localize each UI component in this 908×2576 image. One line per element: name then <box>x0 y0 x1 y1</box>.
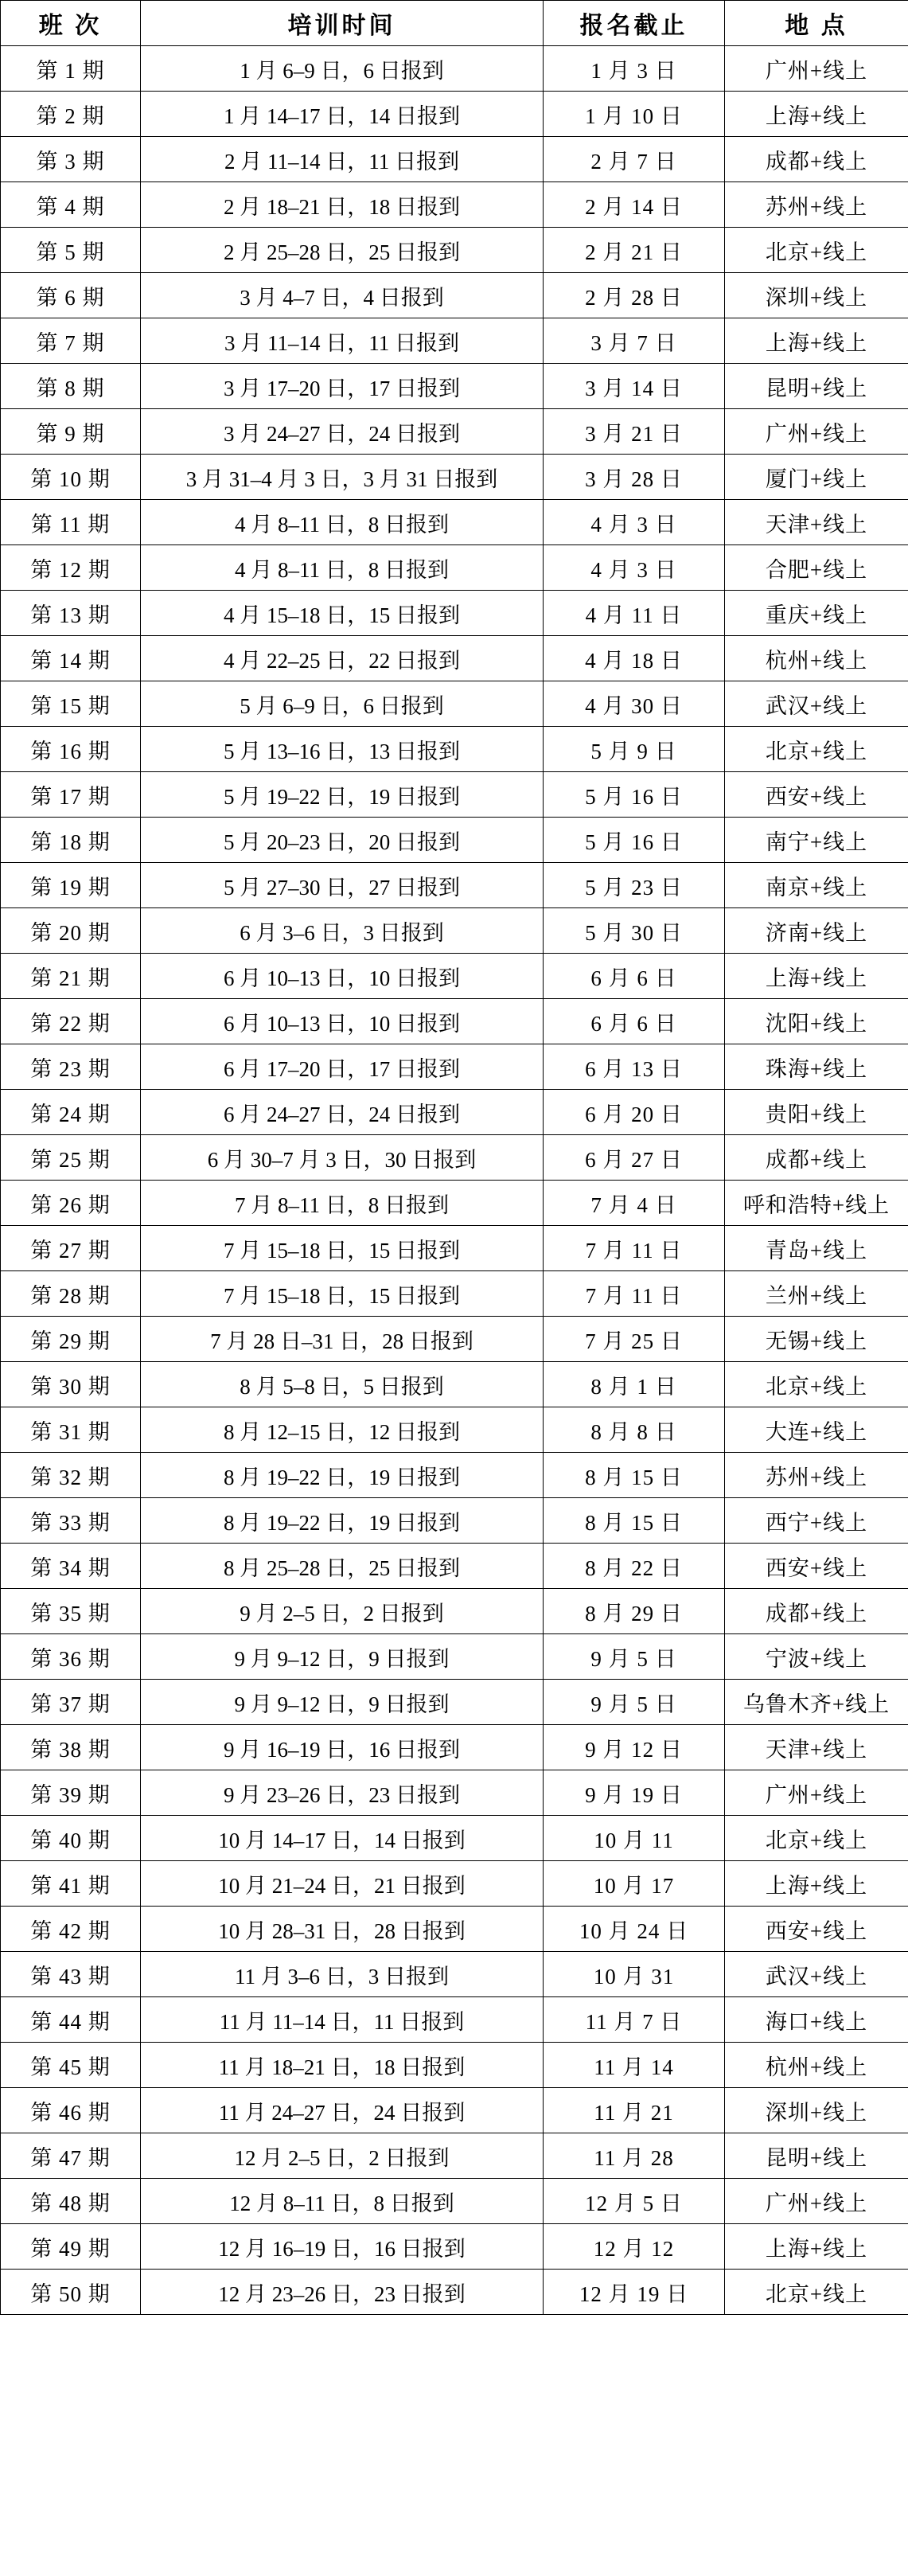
cell-deadline: 3 月 28 日 <box>544 455 725 500</box>
cell-period: 5 月 27–30 日，27 日报到 <box>141 863 544 908</box>
cell-deadline: 2 月 14 日 <box>544 182 725 228</box>
cell-place: 武汉+线上 <box>725 1952 908 1997</box>
column-header-deadline: 报名截止 <box>544 1 725 46</box>
cell-deadline: 9 月 5 日 <box>544 1680 725 1725</box>
cell-term: 第 29 期 <box>1 1317 141 1362</box>
cell-place: 成都+线上 <box>725 1589 908 1634</box>
cell-term: 第 18 期 <box>1 818 141 863</box>
cell-place: 西安+线上 <box>725 1907 908 1952</box>
cell-term: 第 3 期 <box>1 137 141 182</box>
cell-period: 6 月 10–13 日，10 日报到 <box>141 999 544 1044</box>
cell-period: 5 月 19–22 日，19 日报到 <box>141 772 544 818</box>
cell-place: 重庆+线上 <box>725 591 908 636</box>
cell-deadline: 8 月 22 日 <box>544 1544 725 1589</box>
cell-period: 7 月 28 日–31 日，28 日报到 <box>141 1317 544 1362</box>
cell-deadline: 4 月 11 日 <box>544 591 725 636</box>
cell-deadline: 5 月 9 日 <box>544 727 725 772</box>
table-row <box>1 1498 908 1544</box>
cell-term: 第 1 期 <box>1 46 141 92</box>
table-row <box>1 1907 908 1952</box>
cell-term: 第 25 期 <box>1 1135 141 1181</box>
cell-period: 6 月 30–7 月 3 日，30 日报到 <box>141 1135 544 1181</box>
cell-period: 8 月 19–22 日，19 日报到 <box>141 1453 544 1498</box>
cell-term: 第 38 期 <box>1 1725 141 1770</box>
table-row <box>1 228 908 273</box>
cell-period: 7 月 15–18 日，15 日报到 <box>141 1226 544 1271</box>
cell-period: 7 月 15–18 日，15 日报到 <box>141 1271 544 1317</box>
cell-deadline: 8 月 1 日 <box>544 1362 725 1407</box>
cell-period: 11 月 24–27 日，24 日报到 <box>141 2088 544 2133</box>
cell-period: 3 月 11–14 日，11 日报到 <box>141 318 544 364</box>
table-row <box>1 1453 908 1498</box>
cell-period: 2 月 25–28 日，25 日报到 <box>141 228 544 273</box>
cell-period: 6 月 24–27 日，24 日报到 <box>141 1090 544 1135</box>
cell-period: 8 月 25–28 日，25 日报到 <box>141 1544 544 1589</box>
table-row <box>1 954 908 999</box>
cell-place: 沈阳+线上 <box>725 999 908 1044</box>
cell-period: 5 月 20–23 日，20 日报到 <box>141 818 544 863</box>
cell-deadline: 6 月 20 日 <box>544 1090 725 1135</box>
cell-term: 第 32 期 <box>1 1453 141 1498</box>
cell-term: 第 23 期 <box>1 1044 141 1090</box>
table-row <box>1 1362 908 1407</box>
cell-term: 第 49 期 <box>1 2224 141 2270</box>
cell-period: 7 月 8–11 日，8 日报到 <box>141 1181 544 1226</box>
cell-place: 合肥+线上 <box>725 545 908 591</box>
cell-deadline: 6 月 13 日 <box>544 1044 725 1090</box>
cell-place: 上海+线上 <box>725 318 908 364</box>
table-row <box>1 137 908 182</box>
cell-deadline: 10 月 17 <box>544 1861 725 1907</box>
table-row <box>1 636 908 681</box>
table-row <box>1 182 908 228</box>
table-row <box>1 1952 908 1997</box>
cell-period: 12 月 16–19 日，16 日报到 <box>141 2224 544 2270</box>
cell-deadline: 11 月 21 <box>544 2088 725 2133</box>
cell-deadline: 9 月 12 日 <box>544 1725 725 1770</box>
cell-period: 6 月 17–20 日，17 日报到 <box>141 1044 544 1090</box>
cell-period: 10 月 21–24 日，21 日报到 <box>141 1861 544 1907</box>
cell-deadline: 5 月 30 日 <box>544 908 725 954</box>
cell-term: 第 35 期 <box>1 1589 141 1634</box>
table-row <box>1 1544 908 1589</box>
table-row <box>1 1589 908 1634</box>
cell-place: 成都+线上 <box>725 1135 908 1181</box>
cell-period: 12 月 8–11 日，8 日报到 <box>141 2179 544 2224</box>
cell-term: 第 2 期 <box>1 92 141 137</box>
cell-term: 第 34 期 <box>1 1544 141 1589</box>
table-row <box>1 681 908 727</box>
cell-deadline: 7 月 11 日 <box>544 1271 725 1317</box>
cell-period: 3 月 4–7 日，4 日报到 <box>141 273 544 318</box>
cell-term: 第 26 期 <box>1 1181 141 1226</box>
cell-period: 4 月 22–25 日，22 日报到 <box>141 636 544 681</box>
cell-deadline: 1 月 3 日 <box>544 46 725 92</box>
table-row <box>1 1044 908 1090</box>
cell-place: 成都+线上 <box>725 137 908 182</box>
cell-place: 广州+线上 <box>725 46 908 92</box>
cell-place: 南宁+线上 <box>725 818 908 863</box>
cell-place: 西安+线上 <box>725 1544 908 1589</box>
cell-deadline: 1 月 10 日 <box>544 92 725 137</box>
cell-place: 深圳+线上 <box>725 273 908 318</box>
table-row <box>1 818 908 863</box>
cell-term: 第 27 期 <box>1 1226 141 1271</box>
cell-place: 无锡+线上 <box>725 1317 908 1362</box>
cell-term: 第 37 期 <box>1 1680 141 1725</box>
table-row <box>1 500 908 545</box>
cell-period: 2 月 18–21 日，18 日报到 <box>141 182 544 228</box>
cell-term: 第 16 期 <box>1 727 141 772</box>
cell-place: 苏州+线上 <box>725 182 908 228</box>
cell-deadline: 8 月 15 日 <box>544 1453 725 1498</box>
cell-place: 上海+线上 <box>725 954 908 999</box>
cell-period: 3 月 17–20 日，17 日报到 <box>141 364 544 409</box>
cell-term: 第 20 期 <box>1 908 141 954</box>
table-row <box>1 455 908 500</box>
table-row <box>1 1135 908 1181</box>
cell-period: 10 月 28–31 日，28 日报到 <box>141 1907 544 1952</box>
table-row <box>1 545 908 591</box>
cell-term: 第 8 期 <box>1 364 141 409</box>
cell-period: 6 月 10–13 日，10 日报到 <box>141 954 544 999</box>
cell-term: 第 22 期 <box>1 999 141 1044</box>
cell-term: 第 47 期 <box>1 2133 141 2179</box>
cell-term: 第 19 期 <box>1 863 141 908</box>
table-row <box>1 2043 908 2088</box>
cell-place: 西宁+线上 <box>725 1498 908 1544</box>
table-row <box>1 2224 908 2270</box>
cell-place: 广州+线上 <box>725 2179 908 2224</box>
cell-term: 第 13 期 <box>1 591 141 636</box>
column-header-place: 地 点 <box>725 1 908 46</box>
cell-period: 4 月 15–18 日，15 日报到 <box>141 591 544 636</box>
cell-deadline: 12 月 5 日 <box>544 2179 725 2224</box>
table-row <box>1 1997 908 2043</box>
cell-deadline: 3 月 21 日 <box>544 409 725 455</box>
cell-period: 2 月 11–14 日，11 日报到 <box>141 137 544 182</box>
cell-term: 第 6 期 <box>1 273 141 318</box>
cell-period: 5 月 6–9 日，6 日报到 <box>141 681 544 727</box>
cell-place: 广州+线上 <box>725 1770 908 1816</box>
table-row <box>1 727 908 772</box>
cell-period: 4 月 8–11 日，8 日报到 <box>141 545 544 591</box>
cell-period: 8 月 5–8 日，5 日报到 <box>141 1362 544 1407</box>
cell-deadline: 10 月 31 <box>544 1952 725 1997</box>
table-row <box>1 1226 908 1271</box>
cell-term: 第 43 期 <box>1 1952 141 1997</box>
cell-term: 第 50 期 <box>1 2270 141 2315</box>
cell-period: 9 月 9–12 日，9 日报到 <box>141 1634 544 1680</box>
cell-term: 第 21 期 <box>1 954 141 999</box>
cell-place: 杭州+线上 <box>725 2043 908 2088</box>
cell-place: 珠海+线上 <box>725 1044 908 1090</box>
cell-place: 北京+线上 <box>725 727 908 772</box>
cell-deadline: 4 月 3 日 <box>544 500 725 545</box>
cell-deadline: 6 月 6 日 <box>544 954 725 999</box>
table-row <box>1 2179 908 2224</box>
cell-place: 上海+线上 <box>725 92 908 137</box>
cell-term: 第 14 期 <box>1 636 141 681</box>
cell-deadline: 5 月 23 日 <box>544 863 725 908</box>
table-row <box>1 318 908 364</box>
cell-place: 南京+线上 <box>725 863 908 908</box>
cell-place: 杭州+线上 <box>725 636 908 681</box>
cell-period: 1 月 14–17 日，14 日报到 <box>141 92 544 137</box>
table-row <box>1 1816 908 1861</box>
cell-place: 宁波+线上 <box>725 1634 908 1680</box>
cell-place: 天津+线上 <box>725 1725 908 1770</box>
cell-term: 第 7 期 <box>1 318 141 364</box>
table-header-row <box>1 1 908 46</box>
table-row <box>1 772 908 818</box>
cell-term: 第 48 期 <box>1 2179 141 2224</box>
cell-place: 昆明+线上 <box>725 2133 908 2179</box>
table-row <box>1 46 908 92</box>
cell-term: 第 45 期 <box>1 2043 141 2088</box>
cell-term: 第 44 期 <box>1 1997 141 2043</box>
table-row <box>1 591 908 636</box>
cell-deadline: 5 月 16 日 <box>544 772 725 818</box>
cell-term: 第 5 期 <box>1 228 141 273</box>
cell-term: 第 30 期 <box>1 1362 141 1407</box>
cell-deadline: 9 月 19 日 <box>544 1770 725 1816</box>
cell-term: 第 33 期 <box>1 1498 141 1544</box>
cell-place: 大连+线上 <box>725 1407 908 1453</box>
cell-deadline: 4 月 18 日 <box>544 636 725 681</box>
cell-term: 第 10 期 <box>1 455 141 500</box>
table-row <box>1 1407 908 1453</box>
table-row <box>1 1770 908 1816</box>
cell-place: 兰州+线上 <box>725 1271 908 1317</box>
cell-place: 青岛+线上 <box>725 1226 908 1271</box>
cell-deadline: 10 月 11 <box>544 1816 725 1861</box>
cell-deadline: 4 月 3 日 <box>544 545 725 591</box>
cell-deadline: 4 月 30 日 <box>544 681 725 727</box>
cell-deadline: 3 月 14 日 <box>544 364 725 409</box>
cell-term: 第 46 期 <box>1 2088 141 2133</box>
table-row <box>1 409 908 455</box>
table-row <box>1 908 908 954</box>
cell-term: 第 40 期 <box>1 1816 141 1861</box>
table-row <box>1 1181 908 1226</box>
cell-period: 8 月 12–15 日，12 日报到 <box>141 1407 544 1453</box>
cell-period: 11 月 11–14 日，11 日报到 <box>141 1997 544 2043</box>
cell-deadline: 8 月 15 日 <box>544 1498 725 1544</box>
cell-deadline: 9 月 5 日 <box>544 1634 725 1680</box>
cell-place: 广州+线上 <box>725 409 908 455</box>
cell-term: 第 4 期 <box>1 182 141 228</box>
cell-period: 4 月 8–11 日，8 日报到 <box>141 500 544 545</box>
cell-term: 第 39 期 <box>1 1770 141 1816</box>
cell-term: 第 17 期 <box>1 772 141 818</box>
table-row <box>1 1271 908 1317</box>
cell-place: 乌鲁木齐+线上 <box>725 1680 908 1725</box>
cell-place: 海口+线上 <box>725 1997 908 2043</box>
cell-period: 8 月 19–22 日，19 日报到 <box>141 1498 544 1544</box>
cell-deadline: 6 月 6 日 <box>544 999 725 1044</box>
cell-period: 11 月 3–6 日，3 日报到 <box>141 1952 544 1997</box>
cell-place: 厦门+线上 <box>725 455 908 500</box>
cell-period: 9 月 2–5 日，2 日报到 <box>141 1589 544 1634</box>
cell-place: 北京+线上 <box>725 1816 908 1861</box>
column-header-term: 班 次 <box>1 1 141 46</box>
cell-deadline: 11 月 28 <box>544 2133 725 2179</box>
table-row <box>1 1680 908 1725</box>
cell-deadline: 5 月 16 日 <box>544 818 725 863</box>
cell-place: 济南+线上 <box>725 908 908 954</box>
cell-term: 第 12 期 <box>1 545 141 591</box>
cell-deadline: 11 月 14 <box>544 2043 725 2088</box>
table-row <box>1 2270 908 2315</box>
cell-period: 12 月 23–26 日，23 日报到 <box>141 2270 544 2315</box>
table-row <box>1 92 908 137</box>
table-row <box>1 2088 908 2133</box>
cell-place: 贵阳+线上 <box>725 1090 908 1135</box>
cell-term: 第 15 期 <box>1 681 141 727</box>
cell-place: 上海+线上 <box>725 1861 908 1907</box>
cell-deadline: 12 月 12 <box>544 2224 725 2270</box>
cell-deadline: 8 月 29 日 <box>544 1589 725 1634</box>
cell-place: 北京+线上 <box>725 228 908 273</box>
cell-period: 12 月 2–5 日，2 日报到 <box>141 2133 544 2179</box>
table-row <box>1 863 908 908</box>
cell-place: 天津+线上 <box>725 500 908 545</box>
cell-term: 第 11 期 <box>1 500 141 545</box>
cell-period: 10 月 14–17 日，14 日报到 <box>141 1816 544 1861</box>
cell-period: 1 月 6–9 日，6 日报到 <box>141 46 544 92</box>
table-row <box>1 273 908 318</box>
cell-deadline: 8 月 8 日 <box>544 1407 725 1453</box>
cell-place: 北京+线上 <box>725 2270 908 2315</box>
cell-place: 西安+线上 <box>725 772 908 818</box>
cell-deadline: 2 月 21 日 <box>544 228 725 273</box>
cell-place: 深圳+线上 <box>725 2088 908 2133</box>
cell-deadline: 7 月 11 日 <box>544 1226 725 1271</box>
cell-period: 11 月 18–21 日，18 日报到 <box>141 2043 544 2088</box>
cell-place: 武汉+线上 <box>725 681 908 727</box>
table-row <box>1 364 908 409</box>
cell-period: 3 月 24–27 日，24 日报到 <box>141 409 544 455</box>
cell-deadline: 2 月 7 日 <box>544 137 725 182</box>
table-row <box>1 2133 908 2179</box>
cell-period: 9 月 16–19 日，16 日报到 <box>141 1725 544 1770</box>
cell-period: 5 月 13–16 日，13 日报到 <box>141 727 544 772</box>
cell-term: 第 42 期 <box>1 1907 141 1952</box>
cell-term: 第 36 期 <box>1 1634 141 1680</box>
cell-period: 9 月 9–12 日，9 日报到 <box>141 1680 544 1725</box>
cell-deadline: 3 月 7 日 <box>544 318 725 364</box>
cell-place: 北京+线上 <box>725 1362 908 1407</box>
cell-period: 6 月 3–6 日，3 日报到 <box>141 908 544 954</box>
cell-deadline: 7 月 4 日 <box>544 1181 725 1226</box>
cell-place: 呼和浩特+线上 <box>725 1181 908 1226</box>
cell-period: 3 月 31–4 月 3 日，3 月 31 日报到 <box>141 455 544 500</box>
column-header-period: 培训时间 <box>141 1 544 46</box>
cell-deadline: 11 月 7 日 <box>544 1997 725 2043</box>
cell-deadline: 12 月 19 日 <box>544 2270 725 2315</box>
cell-term: 第 28 期 <box>1 1271 141 1317</box>
cell-term: 第 31 期 <box>1 1407 141 1453</box>
table-row <box>1 1861 908 1907</box>
table-row <box>1 1725 908 1770</box>
table-row <box>1 1090 908 1135</box>
cell-deadline: 2 月 28 日 <box>544 273 725 318</box>
cell-term: 第 24 期 <box>1 1090 141 1135</box>
table-row <box>1 1634 908 1680</box>
cell-place: 苏州+线上 <box>725 1453 908 1498</box>
cell-deadline: 7 月 25 日 <box>544 1317 725 1362</box>
cell-place: 上海+线上 <box>725 2224 908 2270</box>
cell-deadline: 6 月 27 日 <box>544 1135 725 1181</box>
cell-place: 昆明+线上 <box>725 364 908 409</box>
cell-term: 第 41 期 <box>1 1861 141 1907</box>
cell-term: 第 9 期 <box>1 409 141 455</box>
table-row <box>1 1317 908 1362</box>
cell-period: 9 月 23–26 日，23 日报到 <box>141 1770 544 1816</box>
table-row <box>1 999 908 1044</box>
cell-deadline: 10 月 24 日 <box>544 1907 725 1952</box>
